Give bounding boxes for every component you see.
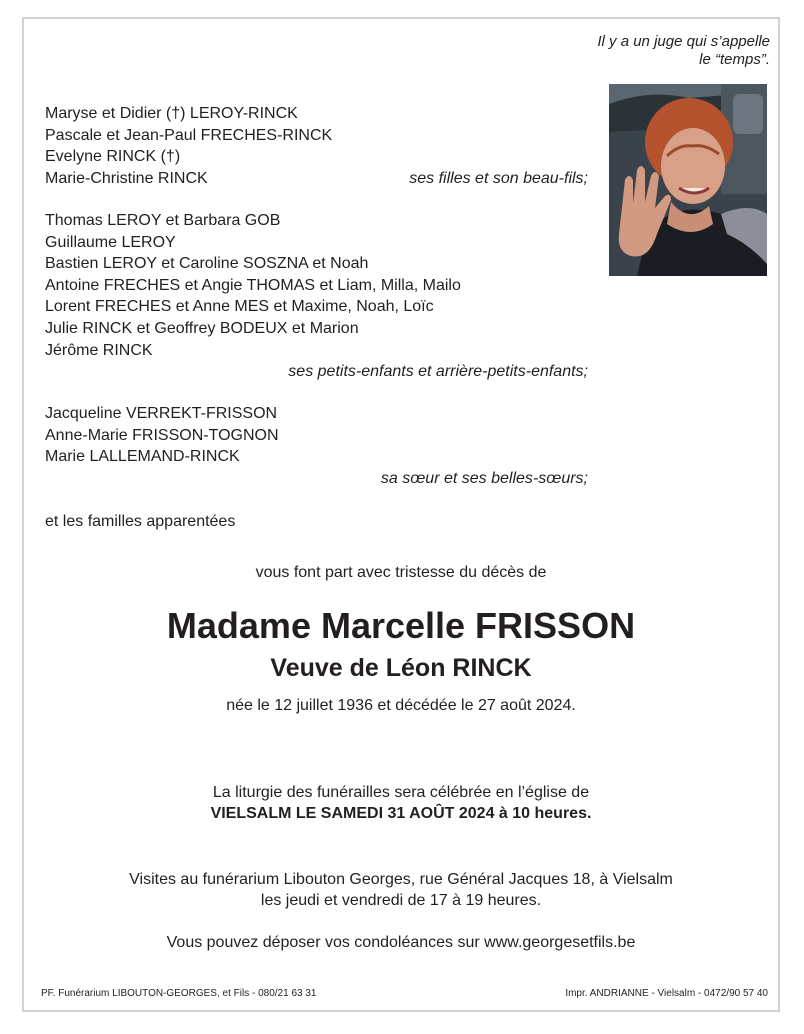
family-member: Anne-Marie FRISSON-TOGNON — [45, 426, 279, 444]
family-member: Marie LALLEMAND-RINCK — [45, 448, 240, 466]
portrait-photo — [609, 84, 767, 276]
quote-line-1: Il y a un juge qui s’appelle — [597, 33, 770, 50]
family-member: Guillaume LEROY — [45, 233, 176, 251]
family-member: Bastien LEROY et Caroline SOSZNA et Noah — [45, 255, 369, 273]
deceased-name: Madame Marcelle FRISSON — [166, 605, 636, 646]
family-member: Lorent FRECHES et Anne MES et Maxime, Noah, Loïc — [45, 298, 434, 316]
announcement-line: vous font part avec tristesse du décès de — [255, 564, 547, 581]
family-member: Jérôme RINCK — [45, 341, 153, 359]
grandchildren-relation: ses petits-enfants et arrière-petits-enfants; — [288, 363, 588, 380]
family-member: Jacqueline VERREKT-FRISSON — [45, 405, 278, 422]
visits-line-2: les jeudi et vendredi de 17 à 19 heures. — [260, 892, 542, 909]
visits-line-1: Visites au funérarium Libouton Georges, rue Général Jacques 18, à Vielsalm — [129, 871, 673, 888]
family-member: Pascale et Jean-Paul FRECHES-RINCK — [45, 126, 333, 144]
family-member: Julie RINCK et Geoffrey BODEUX et Marion — [45, 319, 359, 337]
families-line — [45, 511, 235, 533]
funeral-line-2: VIELSALM LE SAMEDI 31 AOÛT 2024 à 10 heures. — [210, 805, 592, 822]
funeral-line-1: La liturgie des funérailles sera célébrée en l’église de — [212, 784, 590, 801]
footer-funeral-home: PF. Funérarium LIBOUTON-GEORGES, et Fils - 080/21 63 31 — [41, 988, 317, 999]
family-member: Maryse et Didier (†) LEROY-RINCK — [45, 105, 298, 122]
grandchildren-names — [45, 210, 461, 361]
widow-of-line: Veuve de Léon RINCK — [270, 654, 532, 682]
daughters-relation: ses filles et son beau-fils; — [409, 170, 588, 187]
family-member: Antoine FRECHES et Angie THOMAS et Liam, Milla, Mailo — [45, 276, 461, 294]
quote-line-2: le “temps”. — [699, 51, 770, 68]
family-member: Evelyne RINCK (†) — [45, 148, 181, 166]
sisters-relation: sa sœur et ses belles-sœurs; — [380, 470, 588, 487]
footer-printer: Impr. ANDRIANNE - Vielsalm - 0472/90 57 40 — [565, 988, 768, 999]
epigraph-quote — [597, 33, 770, 69]
families-text: et les familles apparentées — [45, 513, 236, 530]
birth-death-dates: née le 12 juillet 1936 et décédée le 27 août 2024. — [226, 697, 576, 714]
sisters-names — [45, 403, 279, 468]
family-member: Marie-Christine RINCK — [45, 169, 208, 187]
family-member: Thomas LEROY et Barbara GOB — [45, 212, 281, 229]
daughters-names — [45, 103, 332, 189]
condolences-line: Vous pouvez déposer vos condoléances sur www.georgesetfils.be — [166, 934, 636, 951]
